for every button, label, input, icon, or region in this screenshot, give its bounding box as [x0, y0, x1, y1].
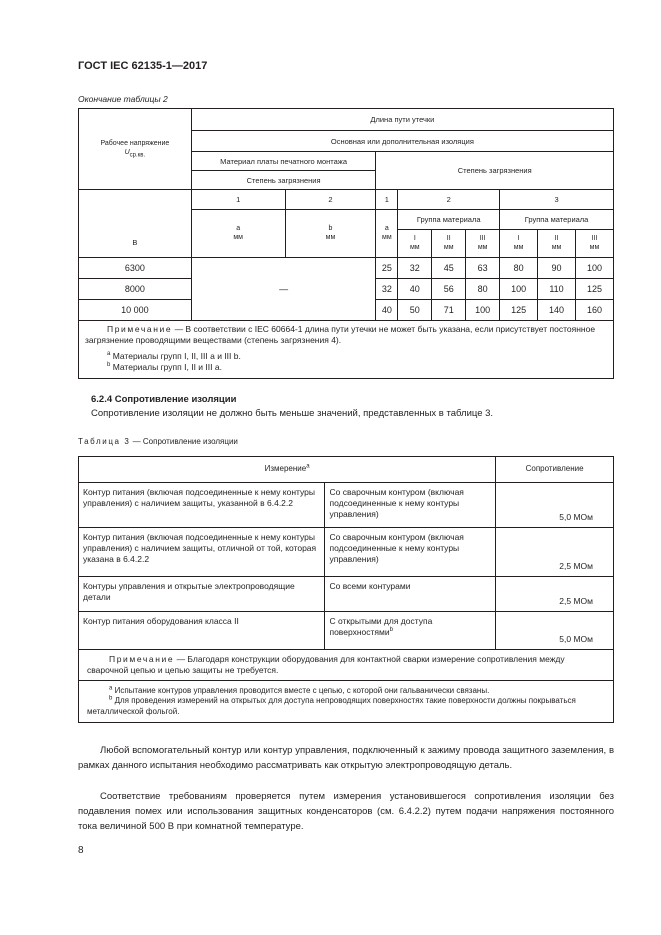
value-cell: 160 — [575, 300, 613, 321]
value-cell: 100 — [466, 300, 500, 321]
section-text: Сопротивление изоляции не должно быть меньше значений, представленных в таблице 3. — [91, 408, 494, 419]
unit-v: В — [79, 190, 192, 258]
creepage-table — [78, 108, 614, 379]
group-col: I мм — [500, 230, 538, 258]
value-cell: 45 — [432, 258, 466, 279]
value-cell: 40 — [398, 279, 432, 300]
circuit-cell: Контур питания оборудования класса II — [79, 612, 325, 650]
value-cell: 80 — [500, 258, 538, 279]
dash-cell: — — [191, 258, 376, 321]
group-col: II мм — [538, 230, 576, 258]
value-cell: 25 — [376, 258, 398, 279]
group-col: I мм — [398, 230, 432, 258]
measured-against-cell: Со сварочным контуром (включая подсоединенные к нему контуры управления) — [325, 483, 496, 528]
measured-against-cell: Со всеми контурами — [325, 577, 496, 612]
col-num: 3 — [500, 190, 614, 210]
pollution-degree-header: Степень загрязнения — [376, 152, 614, 190]
value-cell: 50 — [398, 300, 432, 321]
resistance-cell: 2,5 МОм — [496, 528, 614, 577]
value-cell: 56 — [432, 279, 466, 300]
group-col: III мм — [575, 230, 613, 258]
pollution-degree-header: Степень загрязнения — [191, 171, 376, 190]
measured-against-cell: С открытыми для доступа поверхностями$^b$ — [325, 612, 496, 650]
measured-against-cell: Со сварочным контуром (включая подсоединенные к нему контуры управления) — [325, 528, 496, 577]
circuit-cell: Контур питания (включая подсоединенные к нему контуры управления) с наличием защиты, отличной от той, которая указана в 6.4.2.2 — [79, 528, 325, 577]
page-number: 8 — [78, 845, 84, 856]
paragraph: Соответствие требованиям проверяется путем измерения установившегося сопротивления изоляции без подавления помех или использования защитных конденсаторов (см. 6.4.2.2) путем подачи напряжения постоянного тока величиной 500 В при комнатной температуре. — [78, 791, 614, 832]
col-a-mm: a мм — [191, 210, 285, 258]
table-row — [79, 612, 614, 650]
table3-caption: Таблица 3 — Сопротивление изоляции — [78, 437, 238, 446]
section-heading: 6.2.4 Сопротивление изоляции — [91, 394, 237, 405]
table3-note: Примечание — Благодаря конструкции оборудования для контактной сварки измерение сопротивления между сварочной цепью и цепью защиты не требуется. — [79, 650, 614, 681]
pcb-material-header: Материал платы печатного монтажа — [191, 152, 376, 171]
value-cell: 63 — [466, 258, 500, 279]
col-num: 1 — [191, 190, 285, 210]
value-cell: 110 — [538, 279, 576, 300]
creepage-header: Длина пути утечки — [191, 109, 613, 131]
table2-note: Примечание — В соответствии с IEC 60664-1 длина пути утечки не может быть указана, если присутствует постоянное загрязнение проводящими веществами (степень загрязнения 4). $^a$ Материалы групп I, II, III a и III b. $^b$ Материалы групп I, II и III a. — [79, 321, 614, 379]
material-group-header: Группа материала — [398, 210, 500, 230]
resistance-cell: 2,5 МОм — [496, 577, 614, 612]
table-row — [79, 577, 614, 612]
col-a-mm: a мм — [376, 210, 398, 258]
group-col: III мм — [466, 230, 500, 258]
value-cell: 71 — [432, 300, 466, 321]
table3-footnotes: $^a$ Испытание контуров управления проводится вместе с цепью, с которой они гальванически связаны. $^b$ Для проведения измерений на открытых для доступа непроводящих поверхностях такие поверхности должны покрываться металлической фольгой. — [79, 681, 614, 723]
material-group-header: Группа материала — [500, 210, 614, 230]
table-row — [79, 483, 614, 528]
value-cell: 100 — [575, 258, 613, 279]
insulation-resistance-table — [78, 456, 614, 723]
table2-caption: Окончание таблицы 2 — [78, 94, 168, 104]
circuit-cell: Контуры управления и открытые электропроводящие детали — [79, 577, 325, 612]
working-voltage-header: Рабочее напряжение $U_{ср.кв.}$ — [79, 109, 192, 190]
value-cell: 125 — [500, 300, 538, 321]
insulation-header: Основная или дополнительная изоляция — [191, 131, 613, 152]
circuit-cell: Контур питания (включая подсоединенные к нему контуры управления) с наличием защиты, указанной в 6.4.2.2 — [79, 483, 325, 528]
value-cell: 125 — [575, 279, 613, 300]
document-header: ГОСТ IEC 62135-1—2017 — [78, 60, 208, 72]
voltage-cell: 8000 — [79, 279, 192, 300]
value-cell: 100 — [500, 279, 538, 300]
group-col: II мм — [432, 230, 466, 258]
col-num: 1 — [376, 190, 398, 210]
voltage-cell: 6300 — [79, 258, 192, 279]
resistance-header: Сопротивление — [496, 457, 614, 483]
table-row — [79, 528, 614, 577]
col-num: 2 — [285, 190, 376, 210]
voltage-cell: 10 000 — [79, 300, 192, 321]
col-num: 2 — [398, 190, 500, 210]
value-cell: 90 — [538, 258, 576, 279]
paragraph: Любой вспомогательный контур или контур управления, подключенный к зажиму провода защитного заземления, в рамках данного испытания необходимо рассматривать как открытую электропроводящую деталь. — [78, 745, 614, 771]
value-cell: 140 — [538, 300, 576, 321]
measurement-header: Измерение$^a$ — [79, 457, 496, 483]
value-cell: 32 — [398, 258, 432, 279]
value-cell: 32 — [376, 279, 398, 300]
resistance-cell: 5,0 МОм — [496, 612, 614, 650]
table-row — [79, 258, 614, 279]
value-cell: 40 — [376, 300, 398, 321]
col-b-mm: b мм — [285, 210, 376, 258]
value-cell: 80 — [466, 279, 500, 300]
resistance-cell: 5,0 МОм — [496, 483, 614, 528]
